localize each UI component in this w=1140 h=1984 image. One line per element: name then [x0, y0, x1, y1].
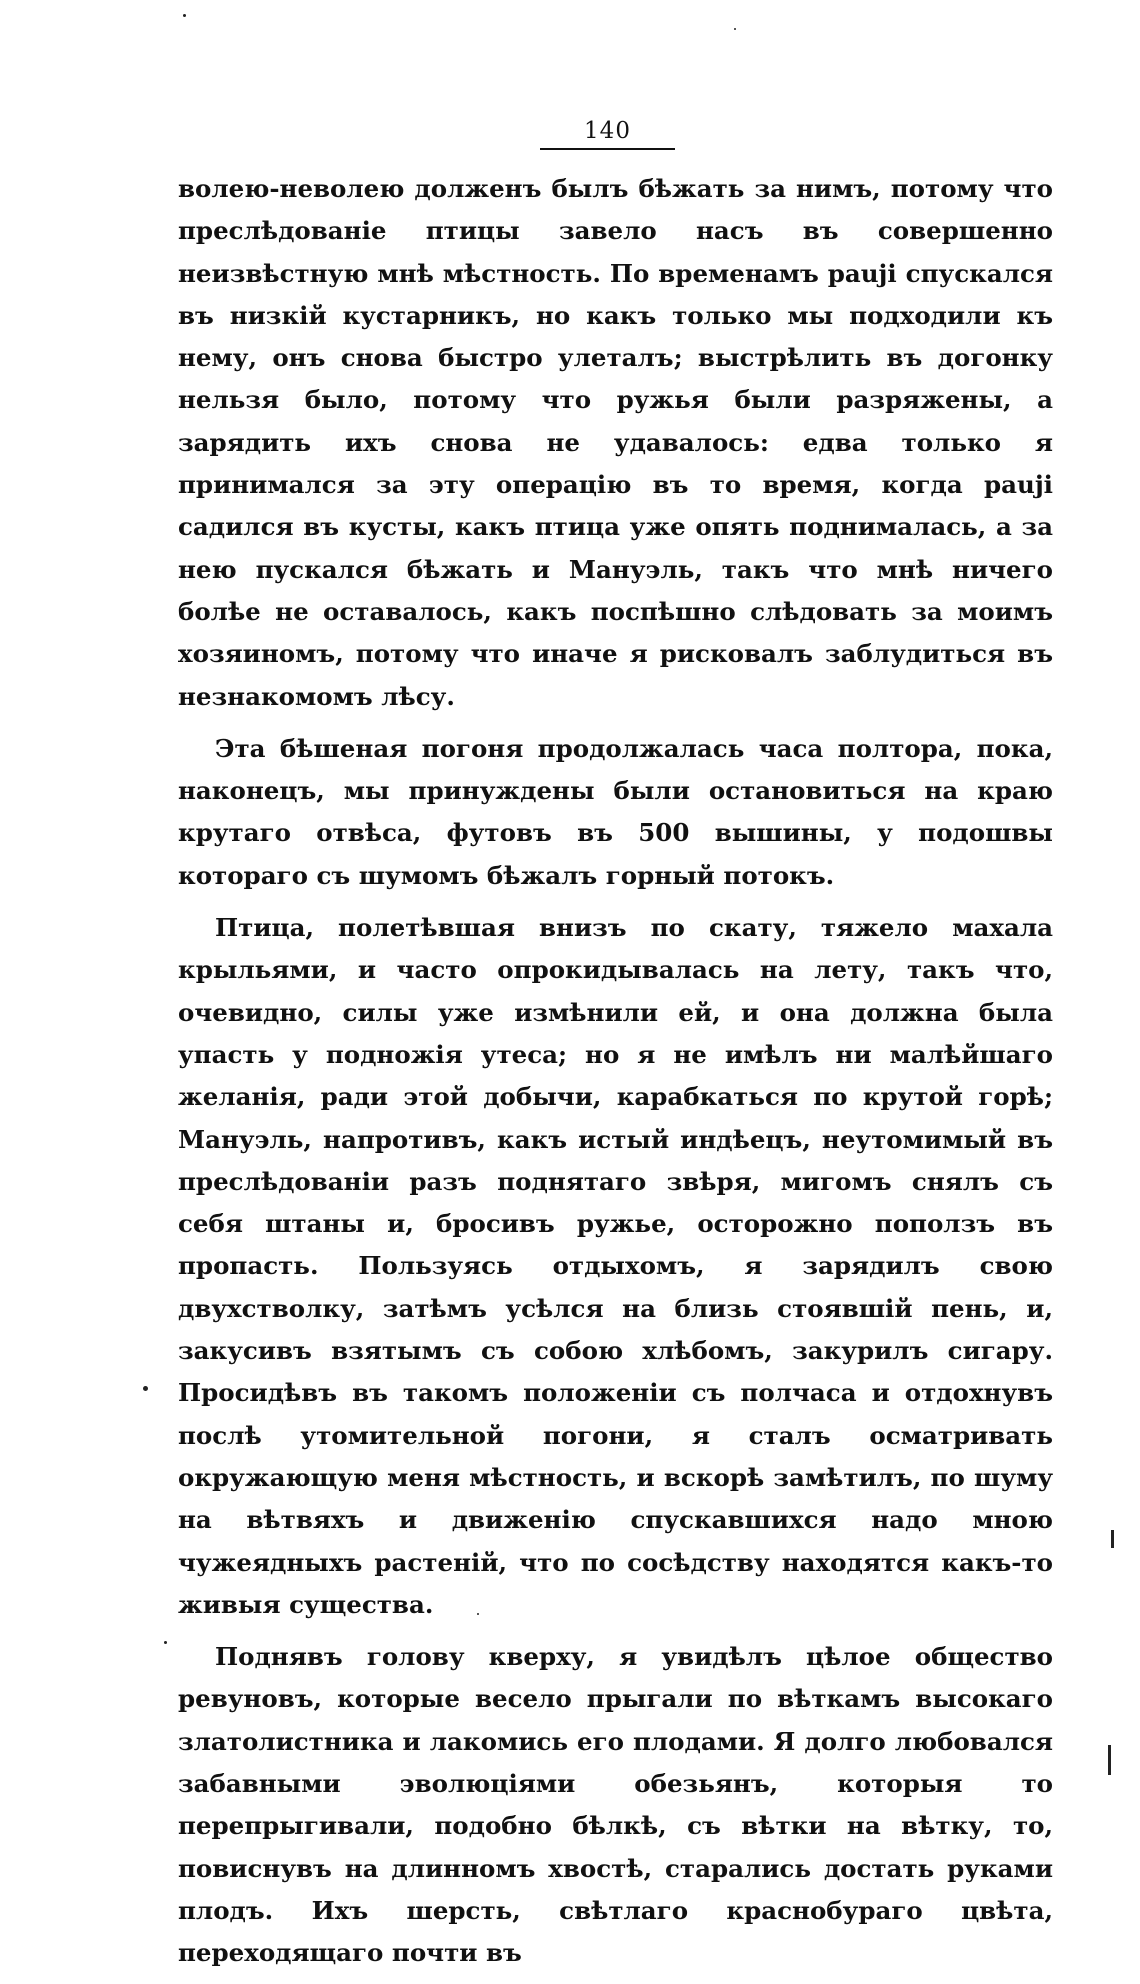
scan-edge-mark — [1108, 1745, 1111, 1775]
paragraph-1: волею-неволею долженъ былъ бѣжать за нимъ, потому что преслѣдованіе птицы завело насъ въ совершенно неизвѣстную мнѣ мѣстность. По временамъ pauji спускался въ низкій кустарникъ, но какъ только мы подходили къ нему, онъ снова быстро улеталъ; выстрѣлить въ догонку нельзя было, потому что ружья были разряжены, а зарядить ихъ снова не удавалось: едва только я принимался за эту операцію въ то время, когда pauji садился въ кусты, какъ птица уже опять поднималась, а за нею пускался бѣжать и Мануэль, такъ что мнѣ ничего болѣе не оставалось, какъ поспѣшно слѣдовать за моимъ хозяиномъ, потому что иначе я рисковалъ заблудиться въ незнакомомъ лѣсу. — [178, 174, 1053, 711]
paragraph-3: Птица, полетѣвшая внизъ по скату, тяжело махала крыльями, и часто опрокидывалась на лету, такъ что, очевидно, силы уже измѣнили ей, и она должна была упасть у подножія утеса; но я не имѣлъ ни малѣйшаго желанія, ради этой добычи, карабкаться по крутой горѣ; Мануэль, напротивъ, какъ истый индѣецъ, неутомимый въ преслѣдованіи разъ поднятаго звѣря, мигомъ снялъ съ себя штаны и, бросивъ ружье, осторожно поползъ въ пропасть. Пользуясь отдыхомъ, я зарядилъ свою двухстволку, затѣмъ усѣлся на близь стоявшій пень, и, закусивъ взятымъ съ собою хлѣбомъ, закурилъ сигару. Просидѣвъ въ такомъ положеніи съ полчаса и отдохнувъ послѣ утомительной погони, я сталъ осматривать окружающую меня мѣстность, и вскорѣ замѣтилъ, по шуму на вѣтвяхъ и движенію спускавшихся надо мною чужеядныхъ растеній, что по сосѣдству находятся какъ-то живыя существа. — [178, 913, 1053, 1619]
scan-speck — [477, 1613, 479, 1615]
scan-speck — [143, 1386, 148, 1391]
header-rule — [540, 148, 675, 150]
page-number: 140 — [584, 118, 631, 144]
paragraph-2: Эта бѣшеная погоня продолжалась часа полтора, пока, наконецъ, мы принуждены были остановиться на краю крутаго отвѣса, футовъ въ 500 вышины, у подошвы котораго съ шумомъ бѣжалъ горный потокъ. — [178, 733, 1053, 890]
paragraph-4: Поднявъ голову кверху, я увидѣлъ цѣлое общество ревуновъ, которые весело прыгали по вѣткамъ высокаго златолистника и лакомись его плодами. Я долго любовался забавными эволюціями обезьянъ, которыя то перепрыгивали, подобно бѣлкѣ, съ вѣтки на вѣтку, то, повиснувъ на длинномъ хвостѣ, старались достать руками плодъ. Ихъ шерсть, свѣтлаго краснобураго цвѣта, переходящаго почти въ — [178, 1642, 1053, 1968]
text-column — [178, 168, 1053, 1984]
scan-speck — [734, 28, 736, 30]
scan-speck — [183, 14, 186, 17]
scan-speck — [164, 1641, 167, 1644]
page-header — [540, 118, 675, 150]
scan-edge-mark — [1111, 1530, 1114, 1548]
